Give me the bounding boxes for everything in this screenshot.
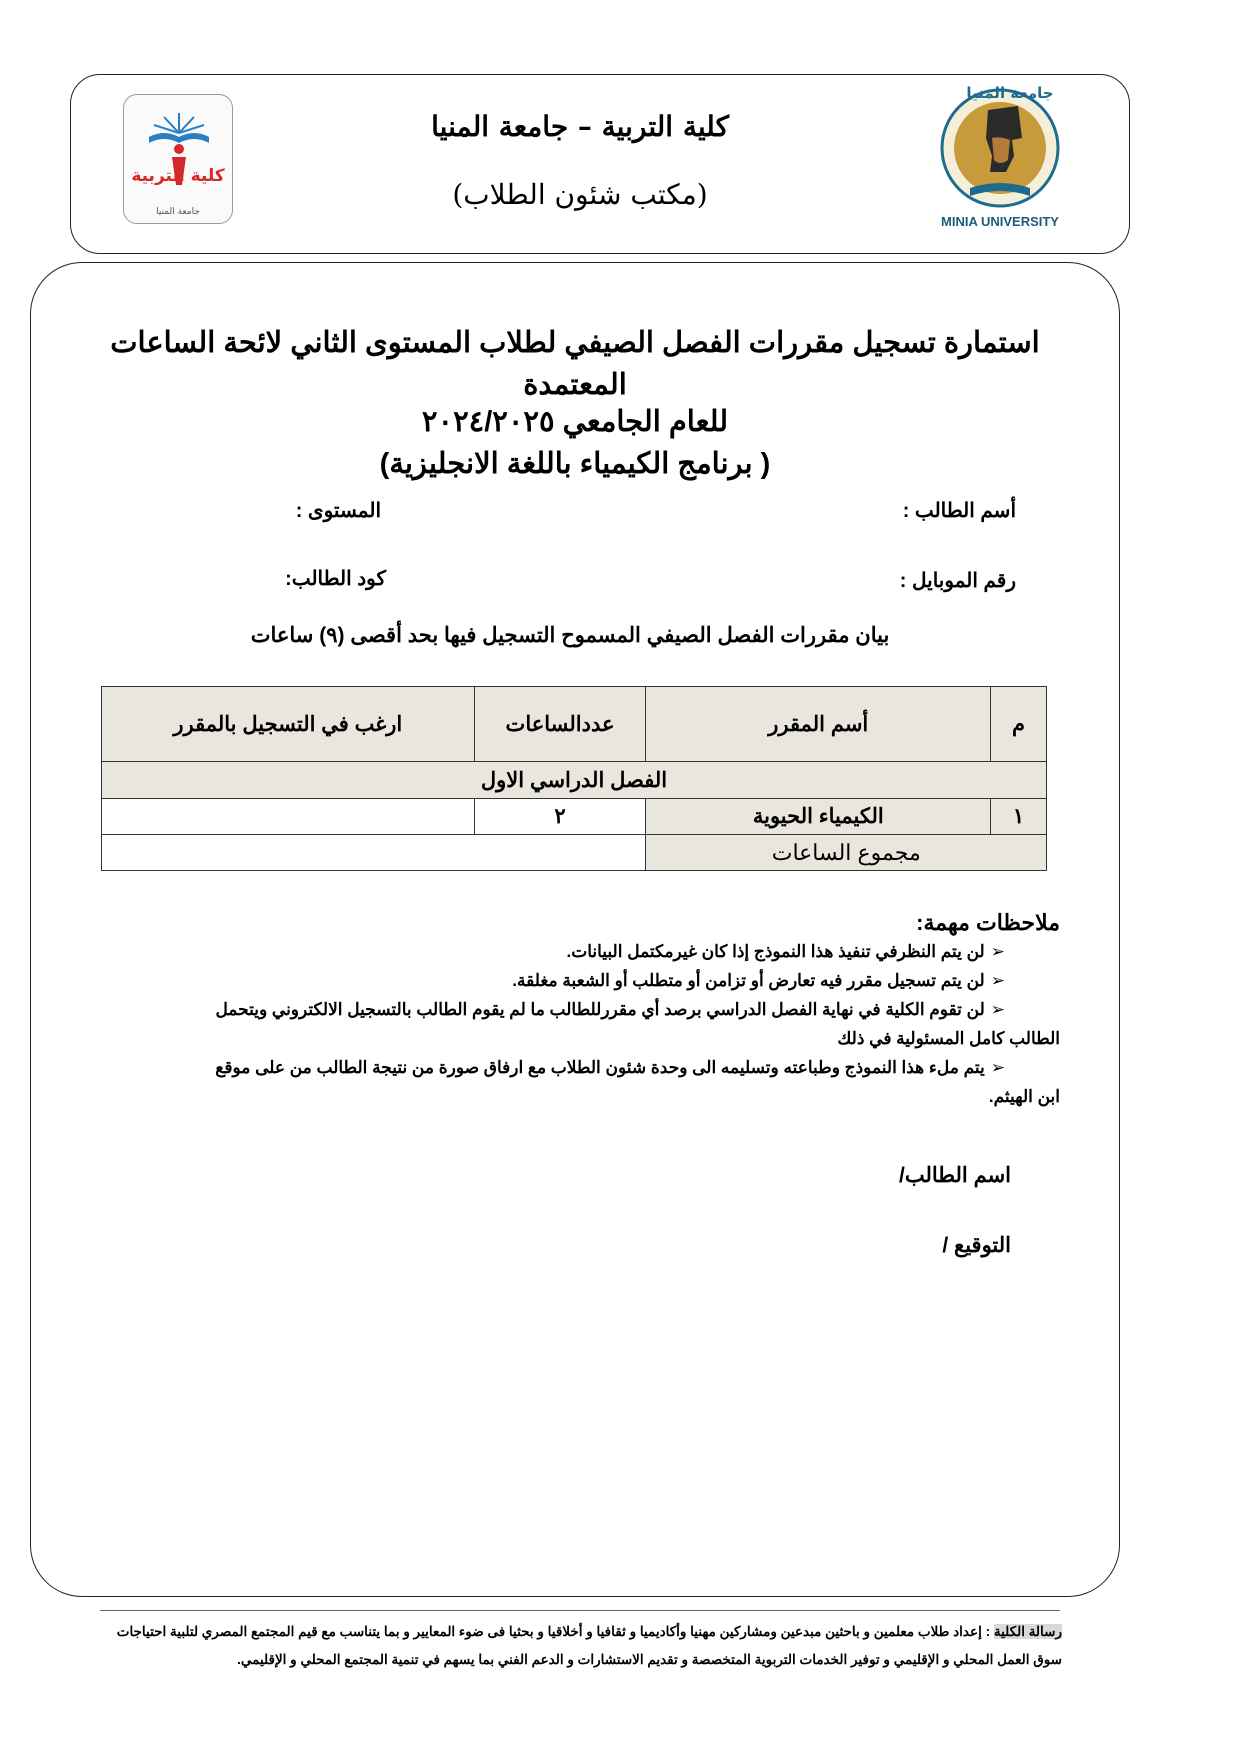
education-faculty-logo-icon — [124, 95, 234, 225]
total-row — [102, 835, 1047, 871]
mobile-field[interactable]: رقم الموبايل : — [899, 570, 1016, 592]
arrow-icon: ➢ — [990, 1000, 1005, 1019]
notes-section — [100, 908, 1060, 1111]
notes-list — [100, 937, 1060, 1111]
course-name: الكيمياء الحيوية — [646, 799, 991, 835]
table-row — [102, 799, 1047, 835]
program-name: ( برنامج الكيمياء باللغة الانجليزية) — [379, 448, 771, 480]
header-wish: ارغب في التسجيل بالمقرر — [102, 687, 475, 762]
office-subtitle: (مكتب شئون الطلاب) — [452, 178, 708, 211]
list-item: ➢لن يتم النظرفي تنفيذ هذا النموذج إذا كان غيرمكتمل البيانات. — [100, 937, 1060, 966]
footer-mission — [90, 1618, 1062, 1674]
university-logo-caption: MINIA UNIVERSITY — [941, 214, 1059, 229]
course-wish-cell[interactable] — [102, 799, 475, 835]
faculty-logo-text: كلية التربية — [131, 166, 225, 186]
table-header-row — [102, 687, 1047, 762]
footer-divider — [100, 1610, 1060, 1611]
semester-label: الفصل الدراسي الاول — [102, 762, 1047, 799]
semester-row — [102, 762, 1047, 799]
total-label: مجموع الساعات — [646, 835, 1047, 871]
course-hours: ٢ — [474, 799, 646, 835]
list-item: ➢لن يتم تسجيل مقرر فيه تعارض أو تزامن أو متطلب أو الشعبة مغلقة. — [100, 966, 1060, 995]
header-course: أسم المقرر — [646, 687, 991, 762]
faculty-logo-caption: جامعة المنيا — [156, 207, 200, 217]
faculty-title: كلية التربية – جامعة المنيا — [431, 110, 729, 143]
list-item: ➢يتم ملء هذا النموذج وطباعته وتسليمه الى وحدة شئون الطلاب مع ارفاق صورة من نتيجة الطالب من على موقع ابن الهيثم. — [100, 1053, 1060, 1111]
course-num: ١ — [991, 799, 1047, 835]
university-logo-arc-text: جامعة المنيا — [966, 84, 1054, 102]
arrow-icon: ➢ — [990, 971, 1005, 990]
header-hours: عددالساعات — [474, 687, 646, 762]
list-item: ➢لن تقوم الكلية في نهاية الفصل الدراسي برصد أي مقررللطالب ما لم يقوم الطالب بالتسجيل الالكتروني ويتحمل الطالب كامل المسئولية في ذلك — [100, 995, 1060, 1053]
form-title-line2: المعتمدة — [523, 369, 627, 401]
mission-text: : إعداد طلاب معلمين و باحثين مبدعين ومشاركين مهنيا وأكاديميا و ثقافيا و أخلاقيا و بحثيا فى ضوء المعايير و بما يتناسب مع قيم المجتمع المصري لتلبية احتياجات سوق العمل المحلي و الإقليمي و توفير الخدمات التربوية المتخصصة و تقديم الاستشارات و الدعم الفني بما يسهم في تنمية المجتمع المحلي و الإقليمي. — [116, 1624, 1062, 1667]
arrow-icon: ➢ — [990, 942, 1005, 961]
total-value-cell[interactable] — [102, 835, 646, 871]
notes-heading: ملاحظات مهمة: — [916, 910, 1060, 935]
arrow-icon: ➢ — [990, 1058, 1005, 1077]
signature-name-label[interactable]: اسم الطالب/ — [899, 1164, 1011, 1187]
courses-table — [101, 686, 1047, 871]
faculty-logo — [123, 94, 233, 224]
form-title — [100, 322, 1050, 406]
form-title-line1: استمارة تسجيل مقررات الفصل الصيفي لطلاب المستوى الثاني لائحة الساعات — [110, 327, 1040, 359]
courses-statement: بيان مقررات الفصل الصيفي المسموح التسجيل فيها بحد أقصى (٩) ساعات — [250, 624, 890, 647]
level-field[interactable]: المستوى : — [295, 500, 381, 522]
student-code-field[interactable]: كود الطالب: — [285, 568, 386, 590]
mission-label: رسالة الكلية — [993, 1624, 1062, 1639]
student-name-field[interactable]: أسم الطالب : — [902, 500, 1016, 522]
signature-sign-label[interactable]: التوقيع / — [942, 1234, 1011, 1257]
header-num: م — [991, 687, 1047, 762]
academic-year: للعام الجامعي ٢٠٢٤/٢٠٢٥ — [421, 406, 729, 438]
